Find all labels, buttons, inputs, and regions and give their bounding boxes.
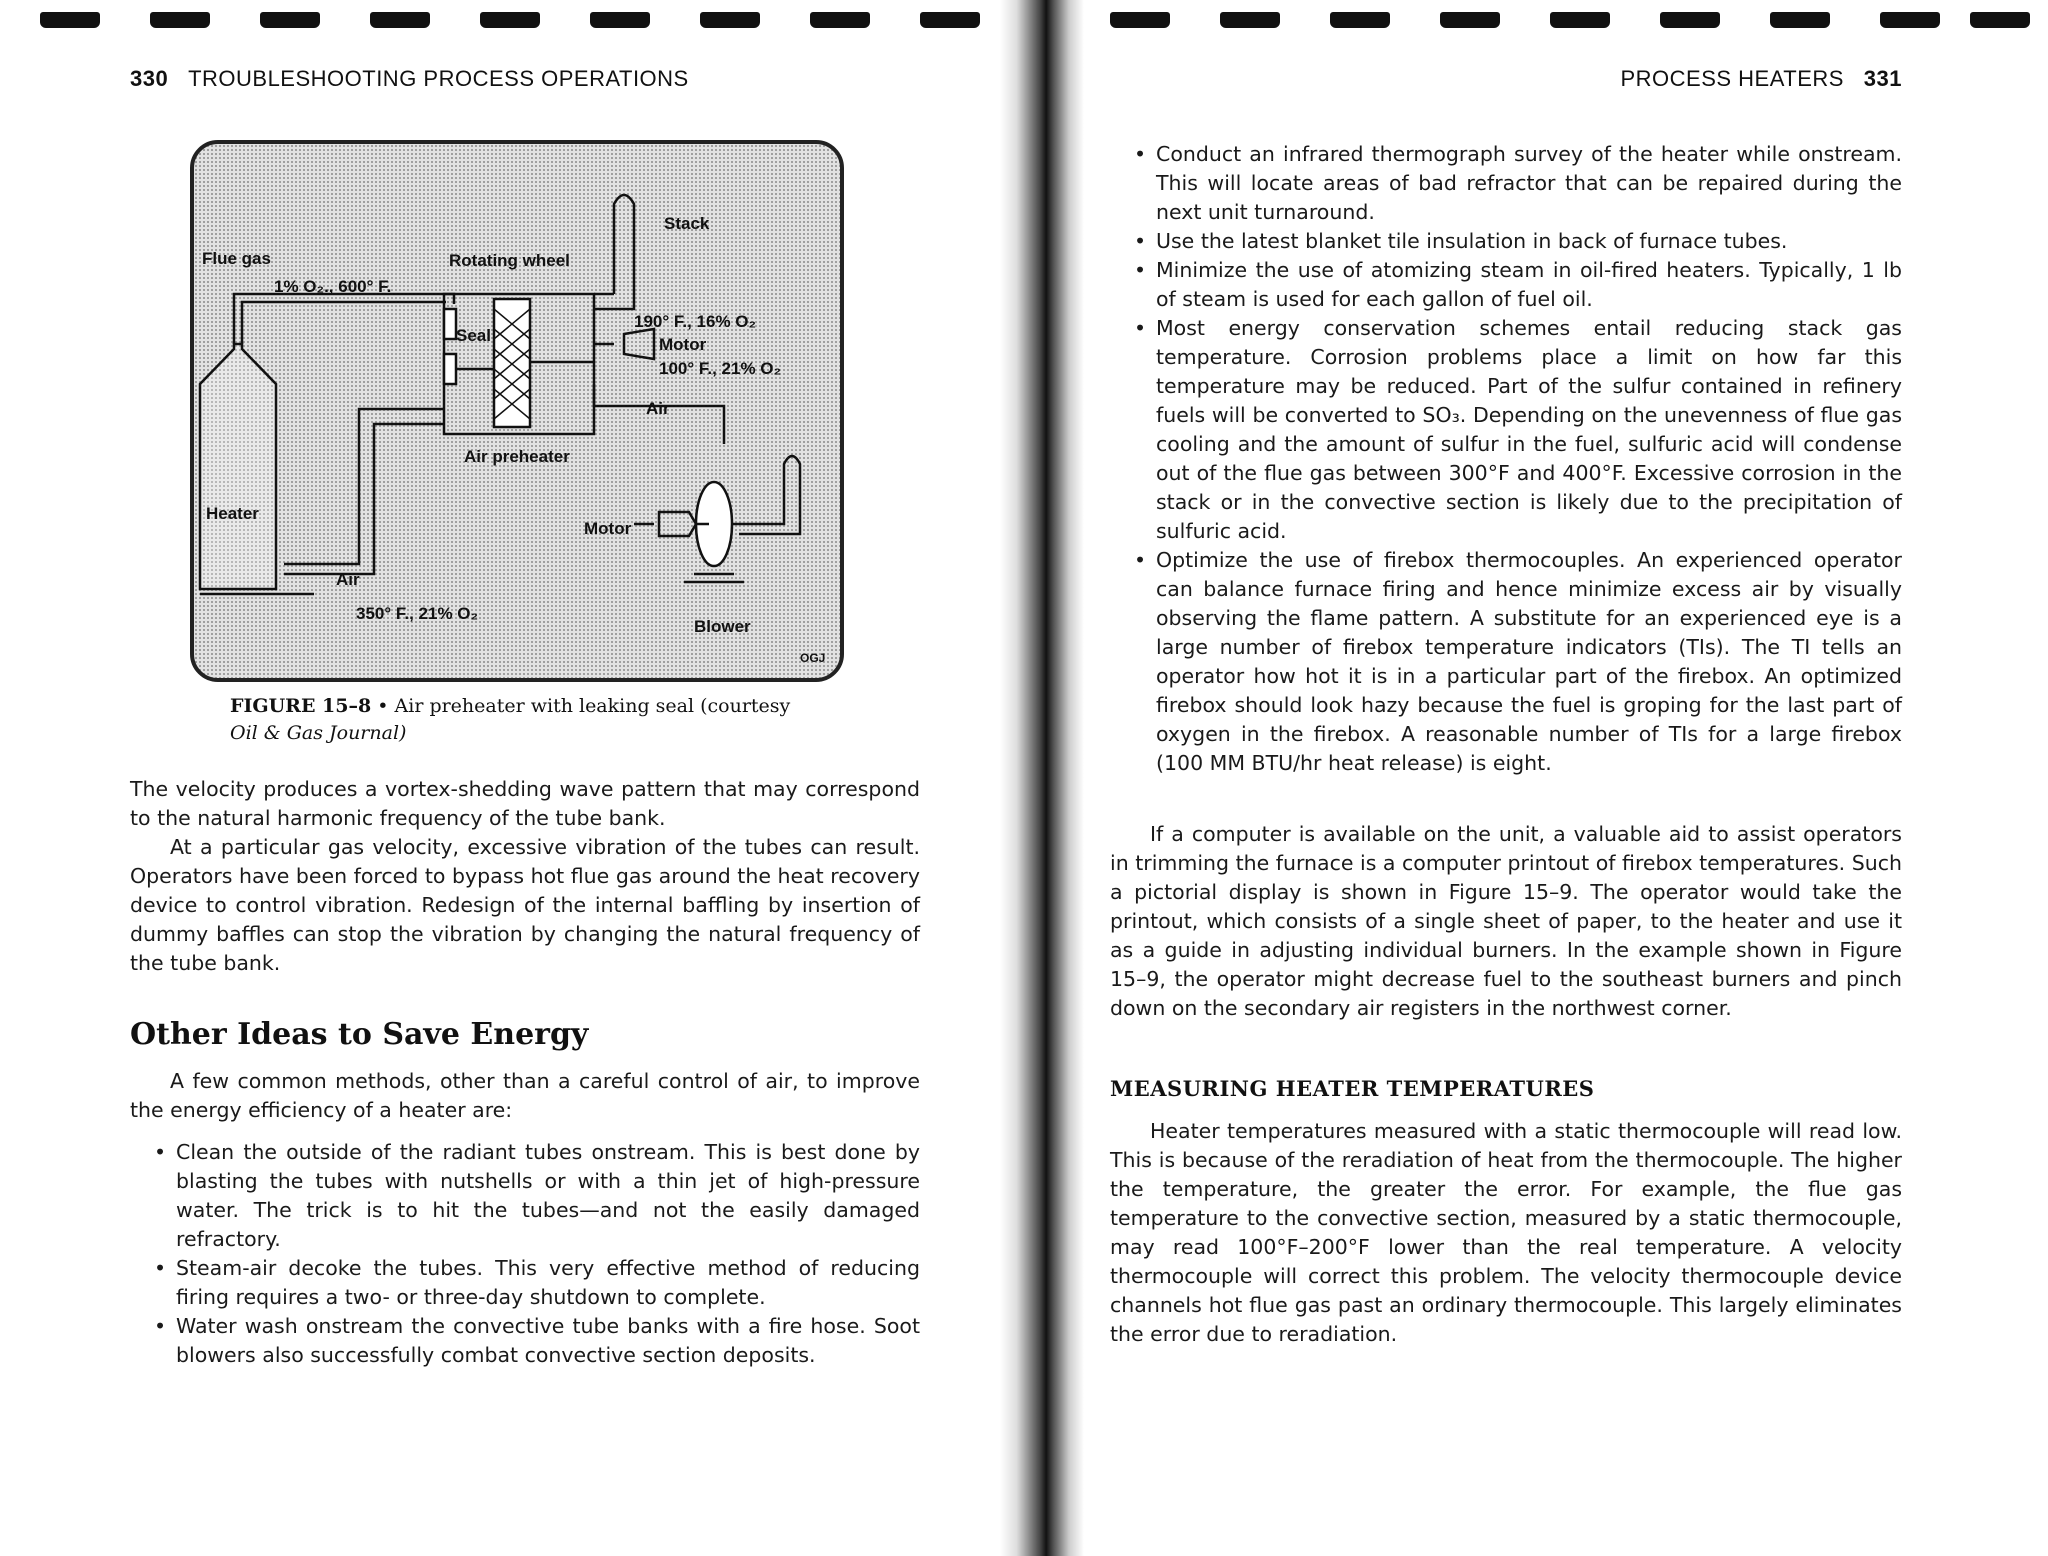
left-paragraph-2: At a particular gas velocity, excessive vibration of the tubes can result. Operators have been forced to bypass hot flue gas around the heat recovery device to control vibration. Redesign of the internal baffling by insertion of dummy baffles can stop the vibration by changing the natural frequency of the tube bank. [130, 835, 920, 975]
figure-caption-source: Oil & Gas Journal) [230, 722, 407, 744]
list-item: • Most energy conservation schemes entail reducing stack gas temperature. Corrosion problems place a limit on how far this temperature may be reduced. Part of the sulfur contained in refinery fuels will be converted to SO₃. Depending on the unevenness of flue gas cooling and the amount of sulfur in the fuel, sulfuric acid will condense out of the flue gas between 300°F and 400°F. Excessive corrosion in the stack or in the convective section is likely due to the precipitation of sulfuric acid. [1130, 314, 1902, 546]
list-item: • Water wash onstream the convective tube banks with a fire hose. Soot blowers also successfully combat convective section deposits. [150, 1312, 920, 1370]
label-stack-conditions: 190° F., 16% O₂ [634, 312, 757, 331]
label-air-in-conditions: 350° F., 21% O₂ [356, 604, 479, 623]
right-paragraph-2: Heater temperatures measured with a static thermocouple will read low. This is because of the reradiation of heat from the thermocouple. The higher the temperature, the greater the error. For example, the flue gas temperature to the convective section, measured by a static thermocouple, may read 100°F–200°F lower than the real temperature. A velocity thermocouple will correct this problem. The velocity thermocouple device channels hot flue gas past an ordinary thermocouple. This largely eliminates the error due to reradiation. [1110, 1119, 1902, 1346]
label-air-left: Air [336, 570, 360, 589]
label-air-out-conditions: 100° F., 21% O₂ [659, 359, 782, 378]
label-stack: Stack [664, 214, 710, 233]
section-heading: Other Ideas to Save Energy [130, 1017, 589, 1052]
right-running-head [1620, 66, 1902, 92]
book-spine [1000, 0, 1084, 1556]
label-seal: Seal [456, 326, 491, 345]
sub-heading: MEASURING HEATER TEMPERATURES [1110, 1076, 1595, 1101]
list-item: • Clean the outside of the radiant tubes onstream. This is best done by blasting the tubes with nutshells or with a thin jet of high-pressure water. The trick is to hit the tubes—and not the easily damaged refractory. [150, 1138, 920, 1254]
list-item: • Conduct an infrared thermograph survey of the heater while onstream. This will locate areas of bad refractor that can be repaired during the next unit turnaround. [1130, 140, 1902, 227]
right-paragraph-1: If a computer is available on the unit, a valuable aid to assist operators in trimming the furnace is a computer printout of firebox temperatures. Such a pictorial display is shown in Figure 15–9. The operator would take the printout, which consists of a single sheet of paper, to the heater and use it as a guide in adjusting individual burners. In the example shown in Figure 15–9, the operator might decrease fuel to the southeast burners and pinch down on the secondary air registers in the northwest corner. [1110, 822, 1902, 1020]
figure-caption [230, 693, 830, 747]
list-item: • Use the latest blanket tile insulation in back of furnace tubes. [1130, 227, 1902, 256]
left-bullet-list [150, 1138, 920, 1370]
figure-caption-text: • Air preheater with leaking seal (courtesy [371, 695, 791, 717]
left-running-title: TROUBLESHOOTING PROCESS OPERATIONS [188, 66, 689, 91]
label-flue-gas: Flue gas [202, 249, 271, 268]
list-item: • Optimize the use of firebox thermocouples. An experienced operator can balance furnace firing and hence minimize excess air by visually observing the flame pattern. A substitute for an experienced eye is a large number of firebox temperature indicators (TIs). The TI tells an operator how hot it is in a particular part of the firebox. An optimized firebox should look hazy because the fuel is groping for the last part of oxygen in the firebox. A reasonable number of TIs for a large firebox (100 MM BTU/hr heat release) is eight. [1130, 546, 1902, 778]
left-page-number: 330 [130, 66, 169, 91]
right-bullet-list [1130, 140, 1902, 778]
left-running-head [130, 66, 689, 92]
label-flue-conditions: 1% O₂., 600° F. [274, 277, 392, 296]
label-motor-top: Motor [659, 335, 707, 354]
left-paragraph-1: The velocity produces a vortex-shedding wave pattern that may correspond to the natural harmonic frequency of the tube bank. [130, 777, 920, 830]
label-air-preheater: Air preheater [464, 447, 570, 466]
label-air-right: Air [646, 399, 670, 418]
right-page-number: 331 [1863, 66, 1902, 91]
air-preheater-diagram [194, 144, 840, 678]
label-motor-bottom: Motor [584, 519, 632, 538]
left-paragraph-3: A few common methods, other than a careful control of air, to improve the energy efficiency of a heater are: [130, 1069, 920, 1122]
label-rotating-wheel: Rotating wheel [449, 251, 570, 270]
air-preheater-figure [190, 140, 844, 682]
label-credit: OGJ [800, 651, 826, 665]
label-blower: Blower [694, 617, 751, 636]
label-heater: Heater [206, 504, 259, 523]
list-item: • Steam-air decoke the tubes. This very effective method of reducing firing requires a two- or three-day shutdown to complete. [150, 1254, 920, 1312]
right-running-title: PROCESS HEATERS [1620, 66, 1844, 91]
list-item: • Minimize the use of atomizing steam in oil-fired heaters. Typically, 1 lb of steam is used for each gallon of fuel oil. [1130, 256, 1902, 314]
figure-number: FIGURE 15–8 [230, 695, 372, 717]
